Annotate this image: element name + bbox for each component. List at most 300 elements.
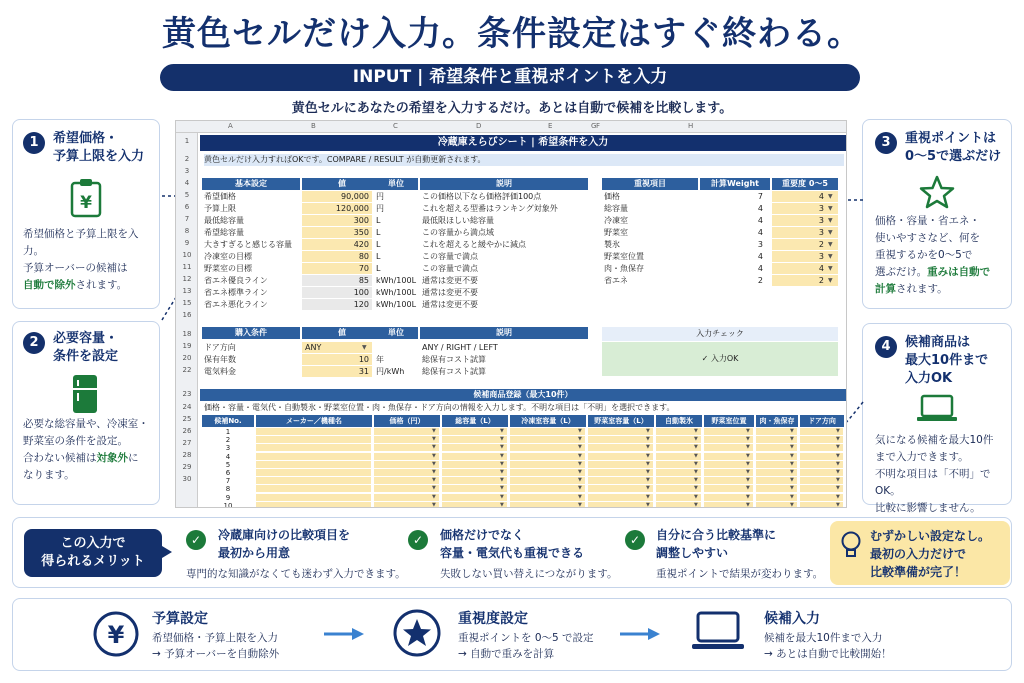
chevron-down-icon: ▼	[836, 501, 840, 508]
setting-unit: L	[376, 240, 381, 249]
calc-weight: 4	[757, 252, 763, 261]
chevron-down-icon: ▼	[694, 501, 698, 508]
candidate-col-header: 総容量（L）	[442, 415, 508, 427]
svg-text:¥: ¥	[107, 621, 125, 649]
chevron-down-icon: ▼	[790, 485, 794, 492]
setting-value-cell[interactable]: 70	[302, 263, 372, 274]
col-E[interactable]: E	[548, 122, 553, 130]
header-value: 値	[302, 178, 382, 190]
col-F[interactable]: F	[596, 122, 601, 130]
candidate-input-cell[interactable]	[588, 502, 653, 508]
candidate-number: 9	[225, 493, 231, 502]
candidate-input-cell[interactable]	[374, 485, 439, 492]
chevron-down-icon: ▼	[836, 485, 840, 492]
merit-title: 価格だけでなく 容量・電気代も重視できる	[440, 528, 585, 560]
merit-sub: 失敗しない買い替えにつながります。	[440, 568, 618, 580]
chevron-down-icon: ▼	[578, 501, 582, 508]
chevron-down-icon: ▼	[790, 444, 794, 451]
chevron-down-icon: ▼	[746, 477, 750, 484]
chevron-down-icon: ▼	[432, 452, 436, 459]
step-card-1	[12, 119, 160, 309]
row-number: 23	[182, 390, 192, 398]
chevron-down-icon: ▼	[790, 477, 794, 484]
weight-item-label: 野菜室位置	[604, 252, 644, 261]
chevron-down-icon: ▼	[790, 436, 794, 443]
chevron-down-icon: ▼	[790, 452, 794, 459]
weight-item-label: 肉・魚保存	[604, 264, 644, 273]
row-number: 4	[184, 179, 190, 187]
candidate-input-cell[interactable]	[374, 444, 439, 451]
chevron-down-icon: ▼	[836, 452, 840, 459]
candidate-note: 価格・容量・電気代・自動製氷・野菜室位置・肉・魚保存・ドア方向の情報を入力します。不明な項目は「不明」を選択できます。	[204, 403, 675, 412]
setting-unit: kWh/100L	[376, 288, 417, 297]
chevron-down-icon: ▼	[694, 452, 698, 459]
row-number: 13	[182, 287, 192, 295]
candidate-input-cell[interactable]	[588, 485, 653, 492]
chevron-down-icon: ▼	[646, 428, 650, 434]
page-title: 黄色セルだけ入力。条件設定はすぐ終わる。	[162, 14, 862, 54]
chevron-down-icon: ▼	[746, 485, 750, 492]
chevron-down-icon: ▼	[646, 460, 650, 467]
card-body: 価格・容量・省エネ・ 使いやすさなど、何を 重視するかを0〜5で 選ぶだけ。重みは自動で 計算されます。	[875, 215, 991, 295]
merit-title: 自分に合う比較基準に 調整しやすい	[656, 528, 777, 560]
col-D[interactable]: D	[476, 122, 482, 130]
candidate-input-cell[interactable]	[442, 453, 507, 460]
candidate-input-cell[interactable]	[510, 436, 585, 443]
laptop-icon	[915, 394, 959, 424]
setting-value-cell[interactable]: 420	[302, 239, 372, 250]
check-icon: ✓	[625, 530, 645, 550]
sheet-instruction: 黄色セルだけ入力すればOKです。COMPARE / RESULT が自動更新されます。	[204, 154, 844, 166]
candidate-col-header: 肉・魚保存	[756, 415, 798, 427]
setting-desc: これを超えると緩やかに減点	[422, 240, 526, 249]
candidate-input-cell[interactable]	[588, 469, 653, 476]
purchase-value-cell[interactable]: 10	[302, 354, 372, 365]
chevron-down-icon: ▼	[432, 469, 436, 475]
chevron-down-icon: ▼	[836, 460, 840, 467]
step-number: 2	[23, 332, 45, 354]
col-B[interactable]: B	[311, 122, 316, 130]
chevron-down-icon: ▼	[578, 428, 582, 434]
merit-label: この入力で 得られるメリット	[24, 529, 162, 577]
row-number: 20	[182, 354, 192, 362]
purchase-label: 電気料金	[204, 367, 236, 376]
candidate-input-cell[interactable]	[510, 494, 585, 501]
row-number: 27	[182, 439, 192, 447]
candidate-input-cell[interactable]	[256, 436, 371, 443]
setting-unit: L	[376, 264, 381, 273]
weight-item-label: 製氷	[604, 240, 620, 249]
candidate-number: 4	[225, 452, 231, 461]
weight-item-label: 総容量	[604, 204, 628, 213]
candidate-input-cell[interactable]	[442, 485, 507, 492]
purchase-unit: 年	[376, 355, 384, 364]
col-G[interactable]: G	[591, 122, 597, 130]
candidate-input-cell[interactable]	[442, 494, 507, 501]
candidate-input-cell[interactable]	[588, 444, 653, 451]
candidate-input-cell[interactable]	[442, 444, 507, 451]
row-number: 16	[182, 311, 192, 319]
row-number: 19	[182, 342, 192, 350]
chevron-down-icon: ▼	[500, 436, 504, 443]
row-number: 1	[184, 137, 190, 145]
purchase-desc: 総保有コスト試算	[422, 355, 486, 364]
setting-label: 省エネ悪化ライン	[204, 300, 268, 309]
chevron-down-icon: ▼	[694, 485, 698, 492]
candidate-input-cell[interactable]	[588, 436, 653, 443]
candidate-input-cell[interactable]	[256, 477, 371, 484]
candidate-input-cell[interactable]	[256, 461, 371, 468]
candidate-input-cell[interactable]	[256, 485, 371, 492]
setting-value-cell[interactable]: 300	[302, 215, 372, 226]
card-title: 必要容量・ 条件を設定	[53, 331, 119, 364]
chevron-down-icon: ▼	[828, 277, 833, 284]
card-body: 希望価格と予算上限を入力。 予算オーバーの候補は 自動で除外されます。	[23, 228, 139, 291]
candidate-input-cell[interactable]	[374, 477, 439, 484]
spreadsheet	[175, 120, 847, 508]
setting-value-cell: 100	[302, 287, 372, 298]
merit-sub: 専門的な知識がなくても迷わず入力できます。	[186, 568, 406, 580]
chevron-down-icon: ▼	[694, 477, 698, 484]
setting-unit: kWh/100L	[376, 276, 417, 285]
candidate-input-cell[interactable]	[374, 469, 439, 476]
candidate-input-cell[interactable]	[256, 502, 371, 508]
svg-text:¥: ¥	[80, 193, 92, 213]
candidate-col-header: メーカー／機種名	[256, 415, 372, 427]
calc-weight: 7	[757, 192, 763, 201]
weight-item-label: 価格	[604, 192, 620, 201]
header-purchase: 購入条件	[202, 327, 300, 339]
chevron-down-icon: ▼	[432, 460, 436, 467]
refrigerator-icon	[71, 374, 99, 414]
candidate-input-cell[interactable]	[442, 477, 507, 484]
row-number: 9	[184, 239, 190, 247]
setting-unit: kWh/100L	[376, 300, 417, 309]
candidate-input-cell[interactable]	[510, 428, 585, 435]
chevron-down-icon: ▼	[578, 493, 582, 500]
row-number: 18	[182, 330, 192, 338]
setting-desc: 通常は変更不要	[422, 276, 478, 285]
chevron-down-icon: ▼	[646, 469, 650, 475]
arrow-right-icon	[322, 626, 366, 642]
candidate-col-header: 価格（円）	[374, 415, 440, 427]
setting-label: 省エネ標準ライン	[204, 288, 268, 297]
col-H[interactable]: H	[688, 122, 694, 130]
chevron-down-icon: ▼	[746, 460, 750, 467]
calc-weight: 3	[757, 240, 763, 249]
importance-select[interactable]: 3	[772, 227, 838, 238]
chevron-down-icon: ▼	[828, 253, 833, 260]
merit-sub: 重視ポイントで結果が変わります。	[656, 568, 824, 580]
candidate-input-cell[interactable]	[588, 453, 653, 460]
candidate-input-cell[interactable]	[256, 428, 371, 435]
candidate-input-cell[interactable]	[256, 494, 371, 501]
candidate-input-cell[interactable]	[374, 461, 439, 468]
chevron-down-icon: ▼	[836, 493, 840, 500]
candidate-number: 1	[225, 428, 231, 436]
setting-value-cell[interactable]: 90,000	[302, 191, 372, 202]
calc-weight: 4	[757, 264, 763, 273]
chevron-down-icon: ▼	[646, 477, 650, 484]
col-A[interactable]: A	[228, 122, 233, 130]
chevron-down-icon: ▼	[790, 428, 794, 434]
column-header-row	[176, 121, 846, 133]
setting-unit: L	[376, 228, 381, 237]
importance-select[interactable]: 3	[772, 203, 838, 214]
chevron-down-icon: ▼	[828, 241, 833, 248]
chevron-down-icon: ▼	[578, 477, 582, 484]
step-card-3	[862, 119, 1012, 309]
chevron-down-icon: ▼	[432, 436, 436, 443]
row-number: 2	[184, 155, 190, 163]
step-desc: 候補を最大10件まで入力 → あとは自動で比較開始！	[764, 632, 892, 660]
importance-select[interactable]: 4	[772, 263, 838, 274]
header-desc: 説明	[420, 327, 588, 339]
header-unit: 単位	[374, 327, 418, 339]
candidate-input-cell[interactable]	[374, 428, 439, 435]
purchase-label: 保有年数	[204, 355, 236, 364]
input-check-title: 入力チェック	[602, 327, 838, 341]
chevron-down-icon: ▼	[746, 501, 750, 508]
candidate-input-cell[interactable]	[588, 477, 653, 484]
candidate-col-header: 野菜室位置	[704, 415, 754, 427]
candidate-input-cell[interactable]	[256, 444, 371, 451]
check-icon: ✓	[186, 530, 206, 550]
chevron-down-icon: ▼	[694, 444, 698, 451]
candidate-col-header: 候補No.	[202, 415, 254, 427]
chevron-down-icon: ▼	[746, 428, 750, 434]
candidate-input-cell[interactable]	[588, 428, 653, 435]
card-title: 候補商品は 最大10件まで 入力OK	[905, 335, 989, 386]
candidate-col-header: 野菜室容量（L）	[588, 415, 654, 427]
chevron-down-icon: ▼	[746, 469, 750, 475]
candidate-input-cell[interactable]	[510, 453, 585, 460]
chevron-down-icon: ▼	[746, 436, 750, 443]
chevron-down-icon: ▼	[790, 460, 794, 467]
chevron-down-icon: ▼	[432, 477, 436, 484]
step-number: 3	[875, 132, 897, 154]
candidate-input-cell[interactable]	[588, 461, 653, 468]
chevron-down-icon: ▼	[646, 436, 650, 443]
candidate-input-cell[interactable]	[510, 485, 585, 492]
candidate-input-cell[interactable]	[510, 461, 585, 468]
setting-desc: 最低限ほしい総容量	[422, 216, 494, 225]
setting-value-cell: 120	[302, 299, 372, 310]
setting-value-cell[interactable]: 120,000	[302, 203, 372, 214]
chevron-down-icon: ▼	[500, 493, 504, 500]
setting-desc: 通常は変更不要	[422, 288, 478, 297]
candidate-input-cell[interactable]	[442, 469, 507, 476]
candidate-input-cell[interactable]	[256, 453, 371, 460]
candidate-col-header: ドア方向	[800, 415, 844, 427]
row-number: 6	[184, 203, 190, 211]
importance-select[interactable]: 3	[772, 215, 838, 226]
candidate-banner: 候補商品登録（最大10件）	[200, 389, 846, 401]
step-number: 1	[23, 132, 45, 154]
chevron-down-icon: ▼	[694, 493, 698, 500]
setting-label: 冷凍室の目標	[204, 252, 252, 261]
candidate-col-header: 自動製氷	[656, 415, 702, 427]
card-body: 気になる候補を最大10件 まで入力できます。 不明な項目は「不明」でOK。 比較に影響しません。	[875, 434, 994, 514]
importance-select[interactable]: 2	[772, 239, 838, 250]
chevron-down-icon: ▼	[828, 265, 833, 272]
calc-weight: 4	[757, 228, 763, 237]
chevron-down-icon: ▼	[578, 452, 582, 459]
candidate-input-cell[interactable]	[442, 436, 507, 443]
chevron-down-icon: ▼	[578, 436, 582, 443]
chevron-down-icon: ▼	[828, 229, 833, 236]
candidate-number: 8	[225, 485, 231, 494]
candidate-input-cell[interactable]	[256, 469, 371, 476]
setting-desc: 通常は変更不要	[422, 300, 478, 309]
setting-label: 大きすぎると感じる容量	[204, 240, 292, 249]
yen-clipboard-icon	[69, 178, 103, 218]
setting-unit: L	[376, 216, 381, 225]
step-card-4	[862, 323, 1012, 514]
candidate-number: 6	[225, 469, 231, 477]
header-unit: 単位	[374, 178, 418, 190]
candidate-input-cell[interactable]	[374, 502, 439, 508]
row-number: 3	[184, 167, 190, 175]
chevron-down-icon: ▼	[694, 428, 698, 434]
row-number: 8	[184, 227, 190, 235]
header-desc: 説明	[420, 178, 588, 190]
chevron-down-icon: ▼	[694, 469, 698, 475]
weight-item-label: 冷凍室	[604, 216, 628, 225]
sheet-banner: 冷蔵庫えらびシート | 希望条件を入力	[200, 135, 846, 151]
candidate-input-cell[interactable]	[442, 428, 507, 435]
step-card-2	[12, 321, 160, 505]
chevron-down-icon: ▼	[828, 193, 833, 200]
importance-select[interactable]: 2	[772, 275, 838, 286]
chevron-down-icon: ▼	[646, 501, 650, 508]
candidate-number: 3	[225, 444, 231, 453]
candidate-input-cell[interactable]	[510, 502, 585, 508]
importance-select[interactable]: 4	[772, 191, 838, 202]
chevron-down-icon: ▼	[746, 493, 750, 500]
row-number: 10	[182, 251, 192, 259]
purchase-value-cell[interactable]: 31	[302, 366, 372, 377]
purchase-label: ドア方向	[204, 343, 236, 352]
input-check-status: ✓ 入力OK	[602, 342, 838, 376]
calc-weight: 2	[757, 276, 763, 285]
chevron-down-icon: ▼	[646, 452, 650, 459]
setting-label: 予算上限	[204, 204, 236, 213]
chevron-down-icon: ▼	[578, 485, 582, 492]
row-number: 26	[182, 427, 192, 435]
setting-desc: この容量で満点	[422, 264, 478, 273]
step-desc: 希望価格・予算上限を入力 → 予算オーバーを自動除外	[152, 632, 280, 660]
chevron-down-icon: ▼	[432, 485, 436, 492]
chevron-down-icon: ▼	[694, 460, 698, 467]
chevron-down-icon: ▼	[578, 444, 582, 451]
candidate-input-cell[interactable]	[510, 477, 585, 484]
candidate-input-cell[interactable]	[510, 469, 585, 476]
chevron-down-icon: ▼	[836, 428, 840, 434]
chevron-down-icon: ▼	[432, 501, 436, 508]
row-number: 22	[182, 366, 192, 374]
step-desc: 重視ポイントを 0〜5 で設定 → 自動で重みを計算	[458, 632, 594, 660]
setting-desc: この容量から満点域	[422, 228, 494, 237]
candidate-input-cell[interactable]	[442, 502, 507, 508]
chevron-down-icon: ▼	[694, 436, 698, 443]
setting-unit: L	[376, 252, 381, 261]
card-title: 希望価格・ 予算上限を入力	[53, 131, 145, 164]
row-number: 29	[182, 463, 192, 471]
chevron-down-icon: ▼	[828, 205, 833, 212]
lead-text: 黄色セルにあなたの希望を入力するだけ。あとは自動で候補を比較します。	[291, 101, 733, 116]
step-title: 候補入力	[764, 611, 820, 627]
chevron-down-icon: ▼	[500, 460, 504, 467]
card-title: 重視ポイントは 0〜5で選ぶだけ	[905, 131, 1002, 164]
candidate-input-cell[interactable]	[374, 436, 439, 443]
chevron-down-icon: ▼	[500, 501, 504, 508]
star-circle-icon	[392, 608, 442, 658]
setting-label: 希望価格	[204, 192, 236, 201]
chevron-down-icon: ▼	[500, 444, 504, 451]
row-number: 7	[184, 215, 190, 223]
setting-desc: この価格以下なら価格評価100点	[422, 192, 542, 201]
candidate-input-cell[interactable]	[374, 453, 439, 460]
card-body: 必要な総容量や、冷凍室・ 野菜室の条件を設定。 合わない候補は対象外に なります。	[23, 418, 149, 481]
importance-select[interactable]: 3	[772, 251, 838, 262]
row-header-col	[176, 133, 198, 507]
chevron-down-icon: ▼	[432, 428, 436, 434]
chevron-down-icon: ▼	[836, 436, 840, 443]
chevron-down-icon: ▼	[362, 344, 367, 351]
row-number: 25	[182, 415, 192, 423]
candidate-number: 2	[225, 436, 231, 445]
chevron-down-icon: ▼	[646, 444, 650, 451]
header-importance: 重要度 0〜5	[772, 178, 838, 190]
col-C[interactable]: C	[393, 122, 398, 130]
setting-label: 希望総容量	[204, 228, 244, 237]
chevron-down-icon: ▼	[500, 452, 504, 459]
setting-value-cell[interactable]: 350	[302, 227, 372, 238]
chevron-down-icon: ▼	[646, 493, 650, 500]
pointer-arrow	[162, 546, 174, 558]
header-basic: 基本設定	[202, 178, 300, 190]
calc-weight: 4	[757, 204, 763, 213]
chevron-down-icon: ▼	[836, 477, 840, 484]
candidate-number: 5	[225, 460, 231, 469]
chevron-down-icon: ▼	[746, 452, 750, 459]
purchase-value-cell[interactable]: ANY	[302, 342, 372, 353]
note-callout	[830, 521, 1010, 585]
candidate-input-cell[interactable]	[588, 494, 653, 501]
setting-label: 省エネ優良ライン	[204, 276, 268, 285]
row-number: 15	[182, 299, 192, 307]
header-value: 値	[302, 327, 382, 339]
setting-value-cell[interactable]: 80	[302, 251, 372, 262]
section-banner: INPUT | 希望条件と重視ポイントを入力	[160, 64, 860, 91]
chevron-down-icon: ▼	[432, 444, 436, 451]
chevron-down-icon: ▼	[578, 469, 582, 475]
setting-label: 野菜室の目標	[204, 264, 252, 273]
row-number: 28	[182, 451, 192, 459]
chevron-down-icon: ▼	[500, 477, 504, 484]
row-number: 12	[182, 275, 192, 283]
chevron-down-icon: ▼	[828, 217, 833, 224]
chevron-down-icon: ▼	[790, 501, 794, 508]
candidate-input-cell[interactable]	[510, 444, 585, 451]
setting-desc: これを超える型番はランキング対象外	[422, 204, 558, 213]
candidate-input-cell[interactable]	[374, 494, 439, 501]
candidate-input-cell[interactable]	[442, 461, 507, 468]
lightbulb-icon	[840, 531, 862, 559]
setting-unit: 円	[376, 204, 384, 213]
arrow-right-icon	[618, 626, 662, 642]
